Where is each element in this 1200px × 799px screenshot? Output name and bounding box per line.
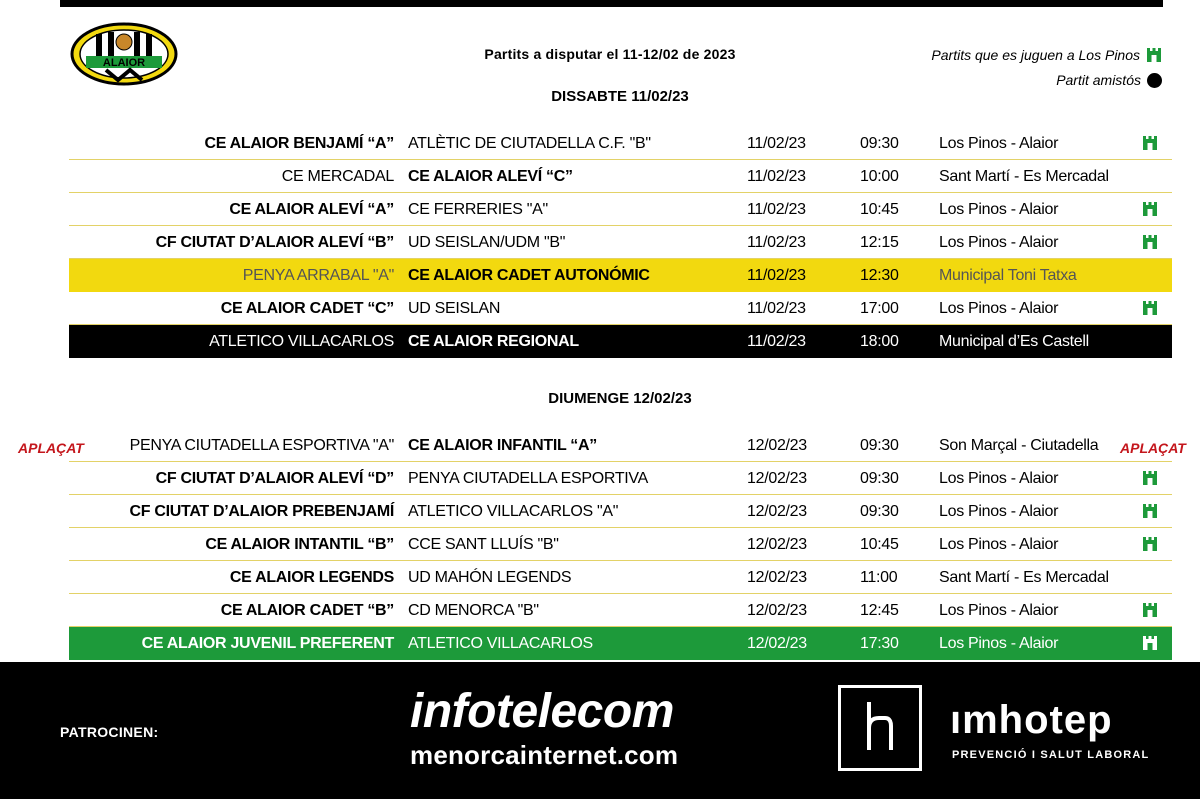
match-away: ATLETICO VILLACARLOS — [408, 635, 593, 652]
match-row — [69, 259, 1172, 292]
match-date: 12/02/23 — [747, 569, 807, 586]
match-date: 12/02/23 — [747, 437, 807, 454]
match-time: 10:45 — [860, 201, 899, 218]
match-date: 11/02/23 — [747, 300, 806, 317]
sponsor-imhotep-name: ımhotep — [950, 698, 1113, 742]
stadium-icon — [1142, 470, 1158, 486]
sponsor-imhotep-tagline: PREVENCIÓ I SALUT LABORAL — [952, 749, 1150, 761]
match-home: PENYA CIUTADELLA ESPORTIVA "A" — [129, 437, 394, 454]
match-row — [69, 627, 1172, 660]
match-home: CF CIUTAT D’ALAIOR ALEVÍ “D” — [155, 470, 394, 487]
stadium-icon — [1146, 47, 1162, 63]
match-date: 12/02/23 — [747, 470, 807, 487]
match-time: 18:00 — [860, 333, 899, 350]
match-time: 09:30 — [860, 503, 899, 520]
match-date: 11/02/23 — [747, 234, 806, 251]
match-home: ATLETICO VILLACARLOS — [209, 333, 394, 350]
match-away: UD SEISLAN/UDM "B" — [408, 234, 566, 251]
postponed-label-left: APLAÇAT — [18, 440, 84, 456]
sunday-title: DIUMENGE 12/02/23 — [548, 390, 692, 407]
match-home: PENYA ARRABAL "A" — [242, 267, 394, 284]
top-bar — [60, 0, 1163, 7]
match-home: CE ALAIOR LEGENDS — [229, 569, 394, 586]
match-away: CE FERRERIES "A" — [408, 201, 548, 218]
match-time: 09:30 — [860, 135, 899, 152]
match-away: UD SEISLAN — [408, 300, 501, 317]
stadium-icon — [1142, 536, 1158, 552]
match-time: 17:00 — [860, 300, 899, 317]
match-time: 10:00 — [860, 168, 899, 185]
match-away: CE ALAIOR ALEVÍ “C” — [408, 168, 573, 185]
match-home: CF CIUTAT D’ALAIOR PREBENJAMÍ — [129, 503, 394, 520]
match-venue: Son Marçal - Ciutadella — [939, 437, 1099, 454]
legend-friendly — [1056, 72, 1162, 88]
legend-home-label: Partits que es juguen a Los Pinos — [931, 47, 1140, 63]
saturday-title: DISSABTE 11/02/23 — [551, 88, 689, 105]
postponed-label-right: APLAÇAT — [1120, 440, 1186, 456]
match-venue: Los Pinos - Alaior — [939, 602, 1059, 619]
match-venue: Los Pinos - Alaior — [939, 503, 1059, 520]
match-venue: Sant Martí - Es Mercadal — [939, 168, 1109, 185]
sponsors-label: PATROCINEN: — [60, 724, 159, 740]
page-title: Partits a disputar el 11-12/02 de 2023 — [484, 46, 736, 62]
match-row — [69, 292, 1172, 325]
match-away: CCE SANT LLUÍS "B" — [408, 536, 559, 553]
match-time: 10:45 — [860, 536, 899, 553]
match-venue: Los Pinos - Alaior — [939, 635, 1059, 652]
match-date: 11/02/23 — [747, 135, 806, 152]
match-time: 09:30 — [860, 437, 899, 454]
match-row — [69, 226, 1172, 259]
match-date: 11/02/23 — [747, 201, 806, 218]
match-away: CD MENORCA "B" — [408, 602, 539, 619]
sponsor-infotelecom-name: infotelecom — [410, 685, 674, 738]
stadium-icon — [1142, 300, 1158, 316]
stadium-icon — [1142, 602, 1158, 618]
match-date: 11/02/23 — [747, 267, 806, 284]
match-away: CE ALAIOR CADET AUTONÓMIC — [408, 267, 650, 284]
match-venue: Los Pinos - Alaior — [939, 234, 1059, 251]
match-row — [69, 561, 1172, 594]
match-row — [69, 127, 1172, 160]
match-home: CE ALAIOR JUVENIL PREFERENT — [141, 635, 394, 652]
match-away: CE ALAIOR INFANTIL “A” — [408, 437, 597, 454]
match-date: 12/02/23 — [747, 503, 807, 520]
match-venue: Municipal d’Es Castell — [939, 333, 1089, 350]
match-time: 09:30 — [860, 470, 899, 487]
friendly-dot-icon — [1147, 73, 1162, 88]
match-row — [69, 528, 1172, 561]
match-row — [69, 594, 1172, 627]
logo-text: ALAIOR — [102, 57, 146, 69]
sponsor-infotelecom-url: menorcainternet.com — [410, 740, 679, 770]
match-date: 12/02/23 — [747, 602, 807, 619]
match-date: 12/02/23 — [747, 536, 807, 553]
match-home: CE ALAIOR ALEVÍ “A” — [229, 201, 394, 218]
saturday-matches — [69, 127, 1172, 358]
match-row — [69, 495, 1172, 528]
match-venue: Los Pinos - Alaior — [939, 135, 1059, 152]
match-away: UD MAHÓN LEGENDS — [408, 569, 572, 586]
match-venue: Municipal Toni Tatxa — [939, 267, 1077, 284]
match-row — [69, 193, 1172, 226]
match-away: PENYA CIUTADELLA ESPORTIVA — [408, 470, 648, 487]
match-time: 12:30 — [860, 267, 899, 284]
match-home: CE ALAIOR CADET “B” — [220, 602, 394, 619]
match-venue: Los Pinos - Alaior — [939, 536, 1059, 553]
stadium-icon — [1142, 503, 1158, 519]
match-home: CE ALAIOR BENJAMÍ “A” — [204, 135, 394, 152]
legend-friendly-label: Partit amistós — [1056, 72, 1141, 88]
match-time: 11:00 — [860, 569, 898, 586]
match-row — [69, 325, 1172, 358]
alaior-club-logo — [70, 22, 178, 86]
match-date: 11/02/23 — [747, 168, 806, 185]
match-time: 12:15 — [860, 234, 899, 251]
match-home: CF CIUTAT D’ALAIOR ALEVÍ “B” — [155, 234, 394, 251]
match-venue: Sant Martí - Es Mercadal — [939, 569, 1109, 586]
match-row — [69, 429, 1172, 462]
match-venue: Los Pinos - Alaior — [939, 201, 1059, 218]
match-away: CE ALAIOR REGIONAL — [408, 333, 579, 350]
match-away: ATLÈTIC DE CIUTADELLA C.F. "B" — [408, 135, 651, 152]
match-home: CE ALAIOR INTANTIL “B” — [205, 536, 394, 553]
legend-home-ground — [931, 47, 1162, 63]
stadium-icon — [1142, 201, 1158, 217]
imhotep-logo-icon — [838, 685, 922, 771]
match-row — [69, 462, 1172, 495]
match-time: 12:45 — [860, 602, 899, 619]
match-row — [69, 160, 1172, 193]
match-away: ATLETICO VILLACARLOS "A" — [408, 503, 619, 520]
match-home: CE ALAIOR CADET “C” — [220, 300, 394, 317]
sunday-matches — [69, 429, 1172, 660]
match-time: 17:30 — [860, 635, 899, 652]
stadium-icon — [1142, 234, 1158, 250]
stadium-icon — [1142, 135, 1158, 151]
match-date: 11/02/23 — [747, 333, 806, 350]
match-venue: Los Pinos - Alaior — [939, 470, 1059, 487]
match-home: CE MERCADAL — [281, 168, 394, 185]
match-date: 12/02/23 — [747, 635, 807, 652]
sponsors-footer — [0, 662, 1200, 799]
stadium-icon — [1142, 635, 1158, 651]
match-venue: Los Pinos - Alaior — [939, 300, 1059, 317]
